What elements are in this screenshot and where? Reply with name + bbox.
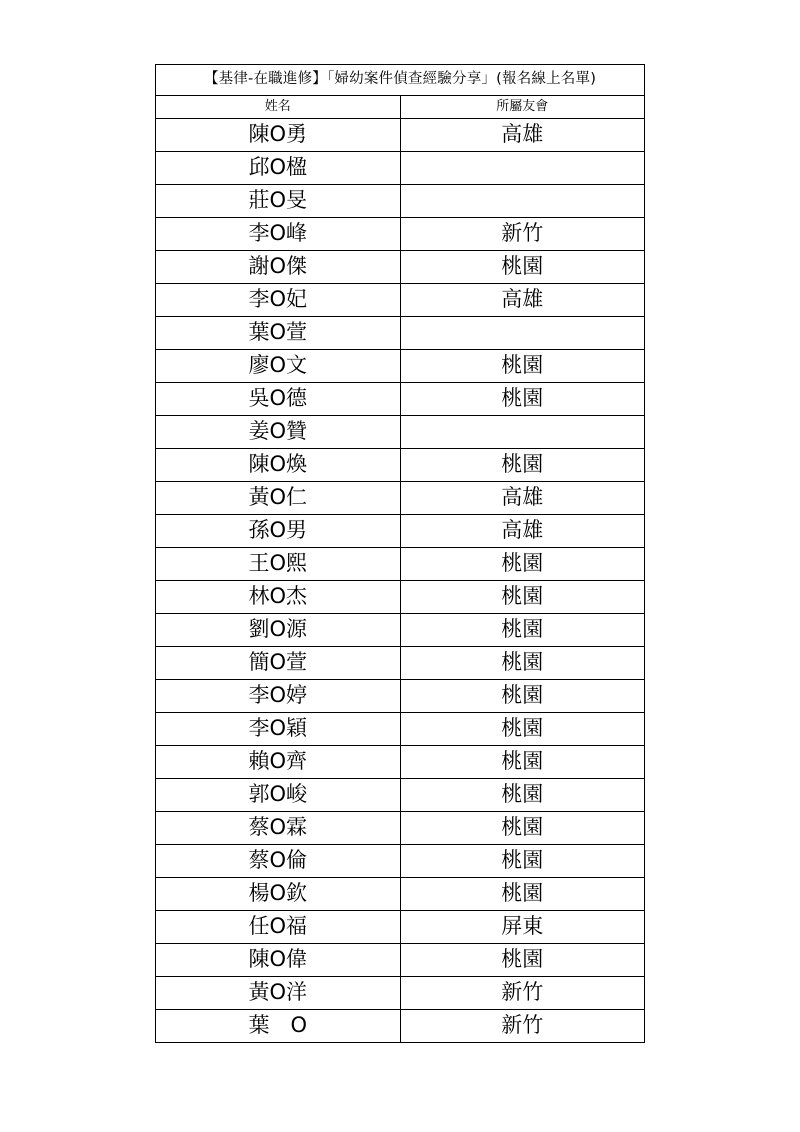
participant-name: 姜O贊: [156, 416, 401, 449]
column-header-name: 姓名: [156, 96, 401, 119]
table-row: [156, 977, 645, 1010]
document-title: 【基律-在職進修】「婦幼案件偵查經驗分享」(報名線上名單): [156, 65, 645, 96]
participant-name: 莊O旻: [156, 185, 401, 218]
participant-association: [400, 416, 645, 449]
participant-name: 葉 O: [156, 1010, 401, 1043]
participant-association: 新竹: [400, 977, 645, 1010]
table-row: [156, 515, 645, 548]
table-row: [156, 944, 645, 977]
table-row: [156, 449, 645, 482]
table-row: [156, 746, 645, 779]
participant-association: [400, 185, 645, 218]
participant-name: 陳O煥: [156, 449, 401, 482]
table-row: [156, 581, 645, 614]
participant-name: 蔡O霖: [156, 812, 401, 845]
participant-association: 屏東: [400, 911, 645, 944]
participant-name: 林O杰: [156, 581, 401, 614]
table-row: [156, 911, 645, 944]
table-title-row: [156, 65, 645, 96]
participant-name: 任O福: [156, 911, 401, 944]
table-row: [156, 416, 645, 449]
column-header-association: 所屬友會: [400, 96, 645, 119]
participant-association: 桃園: [400, 878, 645, 911]
participant-name: 郭O峻: [156, 779, 401, 812]
table-row: [156, 383, 645, 416]
participant-association: 桃園: [400, 548, 645, 581]
participant-association: 高雄: [400, 482, 645, 515]
table-row: [156, 152, 645, 185]
participant-association: 高雄: [400, 284, 645, 317]
participant-association: 桃園: [400, 647, 645, 680]
participant-name: 李O峰: [156, 218, 401, 251]
participant-name: 孫O男: [156, 515, 401, 548]
table-row: [156, 779, 645, 812]
roster-table-body: [156, 65, 645, 1043]
table-header-row: [156, 96, 645, 119]
participant-association: 高雄: [400, 119, 645, 152]
table-row: [156, 218, 645, 251]
participant-name: 謝O傑: [156, 251, 401, 284]
participant-association: [400, 152, 645, 185]
participant-name: 黃O仁: [156, 482, 401, 515]
participant-name: 蔡O倫: [156, 845, 401, 878]
table-row: [156, 713, 645, 746]
participant-association: 桃園: [400, 845, 645, 878]
participant-name: 賴O齊: [156, 746, 401, 779]
participant-association: 桃園: [400, 746, 645, 779]
participant-association: 新竹: [400, 1010, 645, 1043]
participant-name: 陳O偉: [156, 944, 401, 977]
participant-name: 黃O洋: [156, 977, 401, 1010]
participant-name: 李O妃: [156, 284, 401, 317]
participant-name: 李O穎: [156, 713, 401, 746]
table-row: [156, 284, 645, 317]
table-row: [156, 1010, 645, 1043]
participant-name: 廖O文: [156, 350, 401, 383]
table-row: [156, 317, 645, 350]
participant-name: 楊O欽: [156, 878, 401, 911]
table-row: [156, 548, 645, 581]
participant-name: 簡O萱: [156, 647, 401, 680]
table-row: [156, 647, 645, 680]
participant-association: 桃園: [400, 779, 645, 812]
table-row: [156, 185, 645, 218]
table-row: [156, 350, 645, 383]
registration-roster-table: [155, 64, 645, 1043]
table-row: [156, 878, 645, 911]
table-row: [156, 812, 645, 845]
participant-name: 陳O勇: [156, 119, 401, 152]
participant-association: 桃園: [400, 383, 645, 416]
participant-association: 桃園: [400, 944, 645, 977]
participant-association: 桃園: [400, 449, 645, 482]
participant-name: 吳O德: [156, 383, 401, 416]
table-row: [156, 680, 645, 713]
participant-association: 桃園: [400, 812, 645, 845]
table-row: [156, 614, 645, 647]
table-row: [156, 251, 645, 284]
participant-name: 邱O楹: [156, 152, 401, 185]
table-row: [156, 845, 645, 878]
participant-association: 桃園: [400, 251, 645, 284]
participant-association: 桃園: [400, 713, 645, 746]
participant-name: 王O熙: [156, 548, 401, 581]
participant-association: [400, 317, 645, 350]
participant-name: 李O婷: [156, 680, 401, 713]
participant-association: 桃園: [400, 350, 645, 383]
table-row: [156, 482, 645, 515]
participant-name: 劉O源: [156, 614, 401, 647]
participant-association: 高雄: [400, 515, 645, 548]
participant-association: 桃園: [400, 581, 645, 614]
participant-association: 新竹: [400, 218, 645, 251]
participant-association: 桃園: [400, 614, 645, 647]
participant-association: 桃園: [400, 680, 645, 713]
table-row: [156, 119, 645, 152]
participant-name: 葉O萱: [156, 317, 401, 350]
